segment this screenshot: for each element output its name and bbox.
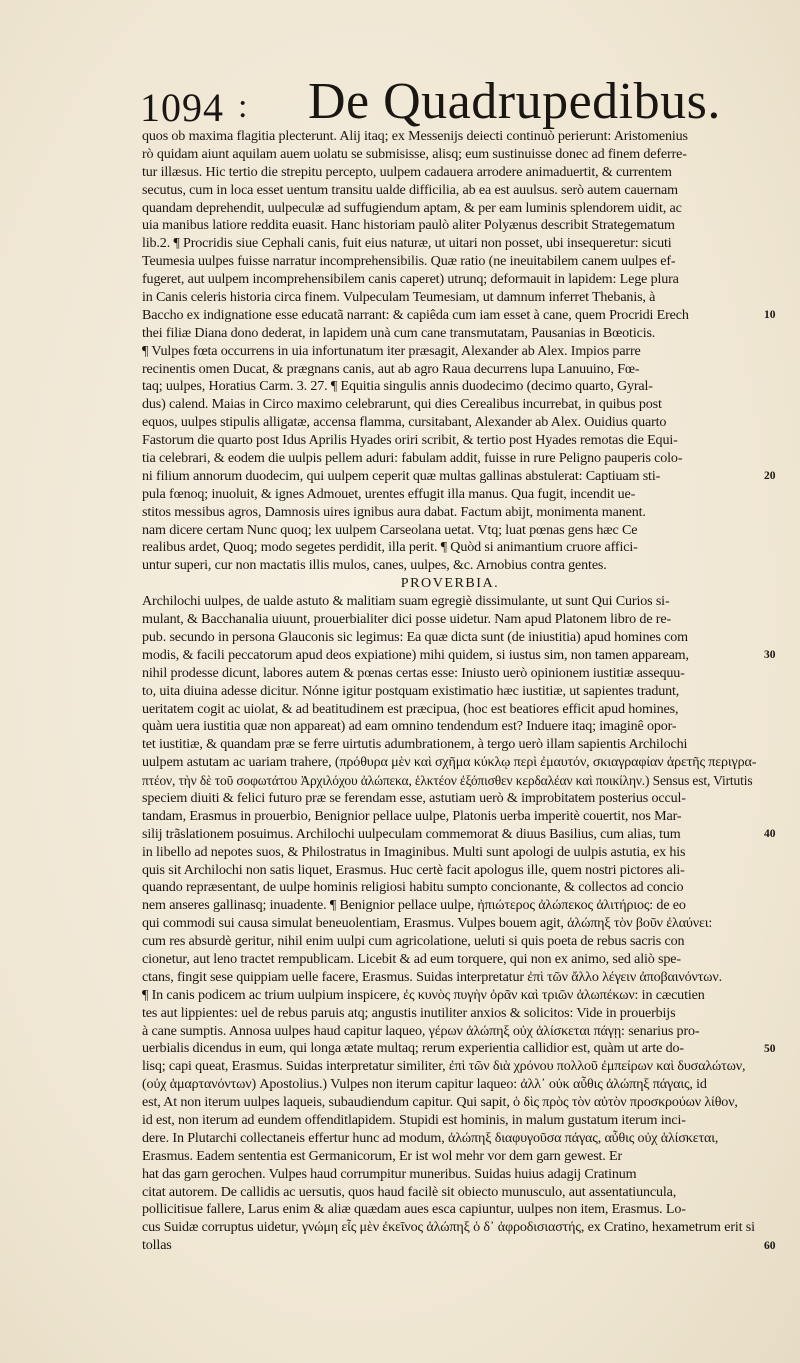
margin-line-number: 40 [764, 828, 776, 841]
text-line: pula fœnoq; inuoluit, & ignes Admouet, urentes effugit illa manus. Qua fugit, incendit ue- [142, 485, 636, 502]
text-line: secutus, cum in loca esset uentum transitu ualde difficilia, ab ea est auulsus. serò autem cauernam [142, 181, 678, 198]
text-line: equos, uulpes stipulis alligatæ, accensa flamma, cursitabant, Alexander ab Alex. Ouidius quarto [142, 414, 667, 431]
margin-line-number: 10 [764, 309, 776, 321]
margin-line-number: 50 [764, 1042, 776, 1055]
text-line: untur superi, cur non mactatis illis mulos, canes, uulpes, &c. Arnobius contra gentes. [142, 557, 607, 574]
text-line: nihil prodesse dicunt, labores autem & pœnas certas esse: Iniusto uerò opinionem iustitiæ assequu- [142, 664, 685, 681]
text-line: ueritatem cogit ac uiolat, & ad beatitudinem est præcipua, (hoc est beatiores efficit apud homines, [142, 700, 679, 717]
text-line: tollas [142, 1237, 172, 1254]
text-line: dus) calend. Maias in Circo maximo celebrarunt, qui dies Cerealibus incurrebat, in quibus post [142, 396, 662, 413]
text-line: qui commodi sui causa simulat beneuolentiam, Erasmus. Vulpes bouem agit, ἀλώπηξ τὸν βοῦν ἐλαύνει: [142, 915, 713, 932]
text-line: uia manibus latiore reddita euasit. Hanc historiam paulò aliter Polyænus describit Strategematum [142, 217, 675, 234]
text-line: quos ob maxima flagitia plecterunt. Alij itaq; ex Messenijs deiecti continuò perierunt: Aristomenius [142, 128, 688, 144]
text-line: ni filium annorum duodecim, qui uulpem ceperit quæ multas gallinas abstulerat: Captiuam sti- [142, 467, 661, 484]
text-line: cus Suidæ corruptus uidetur, γνώμη εἷς μὲν ἐκεῖνος ἀλώπηξ ὁ δ᾽ ἀφροδισιαστής, ex Cratino, hexametrum erit si [142, 1219, 755, 1236]
text-line: taq; uulpes, Horatius Carm. 3. 27. ¶ Equitia singulis annis duodecimo (decimo quarto, Gyral- [142, 378, 653, 395]
text-line: pub. secundo in persona Glauconis sic legimus: Ea quæ dicta sunt (de iniustitia) apud homines com [142, 628, 688, 645]
text-line: (οὐχ ἁμαρτανόντων) Apostolius.) Vulpes non iterum capitur laqueo: ἀλλ᾽ οὐκ αὖθις ἀλώπηξ πάγαις, id [142, 1076, 707, 1093]
page-number-colon: : [238, 88, 248, 125]
text-line: dere. In Plutarchi collectaneis effertur hunc ad modum, ἀλώπηξ διαφυγοῦσα πάγας, αὖθις οὐχ ἁλίσκεται, [142, 1129, 719, 1146]
text-line: Archilochi uulpes, de ualde astuto & malitiam suam egregiè dissimulante, ut sunt Qui Curios si- [142, 593, 670, 610]
text-line: est, At non iterum uulpes laqueis, subaudiendum capitur. Qui sapit, ὁ δὶς πρὸς τὸν αὐτὸν προσκρούων λίθον, [142, 1094, 738, 1111]
text-line: tia celebrari, & eodem die uulpis pellem aduri: fabulam addit, fuisse in rure Peligno pauperis colo- [142, 450, 683, 467]
text-line: in libello ad nepotes suos, & Philostratus in Imaginibus. Multi sunt apologi de uulpis astutia, ex his [142, 843, 686, 860]
margin-line-number: 30 [764, 649, 776, 662]
text-line: stitos messibus agros, Damnosis uires ignibus aura dabat. Factum abijt, monimenta manent. [142, 503, 646, 520]
text-line: uulpem astutam ac uariam trahere, (πρόθυρα μὲν καὶ σχῆμα κύκλῳ περὶ ἐμαυτόν, σκιαγραφίαν ἀρετῆς περιγρα- [142, 754, 757, 771]
text-line: ¶ In canis podicem ac trium uulpium inspicere, ἐς κυνὸς πυγὴν ὁρᾶν καὶ τριῶν ἀλωπέκων: in cæcutien [142, 986, 705, 1003]
text-line: hat das garn gerochen. Vulpes haud corrumpitur muneribus. Suidas huius adagij Cratinum [142, 1165, 637, 1182]
text-line: mulant, & Bacchanalia uiuunt, prouerbialiter dici posse uidetur. Nam apud Platonem libro de re- [142, 611, 671, 628]
margin-line-number: 60 [764, 1239, 776, 1252]
text-line: Erasmus. Eadem sententia est Germanicorum, Er ist wol mehr vor dem garn gewest. Er [142, 1147, 623, 1164]
text-line: rò quidam aiunt aquilam auem uolatu se submisisse, alisq; eum sustinuisse donec ad finem deferre- [142, 145, 687, 162]
text-line: cum res absurdè geritur, nihil enim uulpi cum agricolatione, ueluti si quis poeta de rebus sacris con [142, 933, 685, 950]
text-line: nem anseres gallinasq; inuadente. ¶ Benignior pellace uulpe, ἠπιώτερος ἀλώπεκος ἀλιτήριος: de eo [142, 897, 686, 914]
margin-line-number: 20 [764, 470, 776, 483]
text-line: silij trãslationem posuimus. Archilochi uulpeculam commemorat & diuus Basilius, cum alias, tum [142, 825, 681, 842]
text-line: tandam, Erasmus in prouerbio, Benignior pellace uulpe, Platonis uerba imperitè couertit, nos Mar- [142, 807, 682, 824]
text-line: Baccho ex indignatione esse educatã narrant: & capiêda cum iam esset à cane, quem Procridi Erech [142, 306, 689, 323]
text-line: in Canis celeris historia circa finem. Vulpeculam Teumesiam, ut damnum inferret Thebanis, à [142, 289, 656, 306]
text-line: quis sit Archilochi non satis liquet, Erasmus. Huc certè facit apologus ille, quem nostri pictores ali- [142, 861, 685, 878]
text-line: tet iustitiæ, & quandam præ se ferre uirtutis adumbrationem, à tergo uerò illam sapientis Archilochi [142, 736, 688, 753]
section-heading: PROVERBIA. [400, 575, 500, 592]
text-line: recinentis omen Ducat, & prægnans canis, aut ab agro Raua decurrens lupa Lanuuino, Fœ- [142, 360, 640, 377]
text-line: quàm uera iustitia quæ non appareat) ad eam omnino tendendum est? Induere itaq; imaginê opor- [142, 718, 677, 735]
body-text [142, 128, 758, 1255]
page-header [140, 72, 740, 128]
text-line: nam dicere certam Nunc quoq; lex uulpem Carseolana uetat. Vtq; luat pœnas gens hæc Ce [142, 521, 638, 538]
text-line: Teumesia uulpes fuisse narratur incomprehensibilis. Quæ ratio (ne ineuitabilem canem uulpes ef- [142, 253, 676, 270]
text-line: fugeret, aut uulpem incomprehensibilem canis caperet) utrunq; deformauit in lapidem: Lege plura [142, 271, 679, 288]
text-line: cionetur, aut leno tractet rempublicam. Licebit & ad eum torquere, qui non ex animo, sed aliò spe- [142, 950, 681, 967]
text-line: id est, non iterum ad eundem offenditlapidem. Stupidi est hominis, in malum gustatum iterum inci- [142, 1111, 686, 1128]
text-line: Fastorum die quarto post Idus Aprilis Hyades oriri scribit, & tertio post Hyades remotas die Equi- [142, 432, 678, 449]
running-title: De Quadrupedibus. [308, 73, 721, 130]
text-line: à cane sumptis. Annosa uulpes haud capitur laqueo, γέρων ἀλώπηξ οὐχ ἁλίσκεται πάγῃ: senarius pro- [142, 1022, 700, 1039]
text-line: πτέον, τὴν δὲ τοῦ σοφωτάτου Ἀρχιλόχου ἀλώπεκα, ἑλκτέον ἐξόπισθεν κερδαλέαν καὶ ποικίλην.) Sensus est, Virtutis [142, 773, 753, 789]
text-line: thei filiæ Diana dono dederat, in lapidem unà cum cane transmutatam, Pausanias in Bœoticis. [142, 324, 656, 341]
text-line: lisq; capi queat, Erasmus. Suidas interpretatur similiter, ἐπὶ τῶν διὰ χρόνου πολλοῦ ἐμπείρων καὶ δυσαλώτων, [142, 1058, 746, 1075]
text-line: tes aut lippientes: uel de rebus paruis atq; angustis inutiliter anxios & solicitos: Vide in prouerbijs [142, 1004, 676, 1021]
text-line: realibus ardet, Quoq; modo segetes perdidit, illa perit. ¶ Quòd si animantium cruore affici- [142, 539, 638, 556]
text-line: to, uita diuina adesse dicitur. Nónne igitur postquam existimatio hæc iustitiæ, ut sapientes tradunt, [142, 682, 680, 699]
text-line: uerbialis dicendus in eum, qui longa ætate multaq; rerum experientia callidior est, quàm ut arte do- [142, 1040, 684, 1057]
text-line: quando repræsentant, de uulpe hominis religiosi habitu sumpto concionante, & collectos ad concio [142, 879, 684, 896]
text-line: speciem diuiti & felici futuro præ se ferendam esse, astutiam uerò & improbitatem posterius occul- [142, 789, 686, 806]
text-line: citat autorem. De callidis ac uersutis, quos haud facilè sit obiecto munusculo, aut assentatiuncula, [142, 1183, 677, 1200]
text-line: pollicitisue fallere, Larus enim & aliæ quædam aues esca capiuntur, uulpes non item, Erasmus. Lo- [142, 1201, 686, 1218]
text-line: lib.2. ¶ Procridis siue Cephali canis, fuit eius naturæ, ut uitari non posset, ubi insequeretur: sicuti [142, 235, 672, 252]
text-line: ctans, fingit sese quippiam uelle facere, Erasmus. Suidas interpretatur ἐπὶ τῶν ἄλλο λέγειν ἀποβαινόντων. [142, 968, 722, 985]
text-line: ¶ Vulpes fœta occurrens in uia infortunatum iter præsagit, Alexander ab Alex. Impios parre [142, 342, 641, 359]
text-line: quandam deprehendit, uulpeculæ ad suffugiendum aptam, & per eam luminis splendorem uidit, ac [142, 199, 682, 216]
text-line: tur illæsus. Hic tertio die strepitu percepto, uulpem cadauera arrodere animaduertit, & currentem [142, 163, 672, 180]
text-line: modis, & facili peccatorum apud deos expiatione) mihi quidem, si iustus sim, non tamen appaream, [142, 646, 689, 663]
page-number: 1094 [140, 85, 224, 130]
